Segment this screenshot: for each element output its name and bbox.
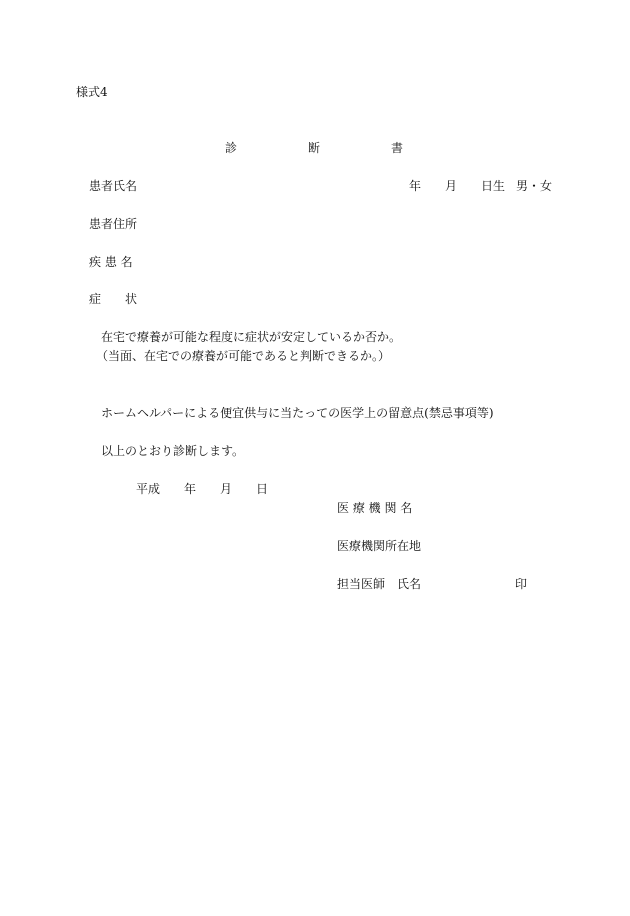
doctor-name-label: 担当医師 氏名 — [337, 577, 422, 591]
date-month: 月 — [220, 482, 233, 496]
title-char-2: 断 — [308, 141, 321, 155]
stability-question: 在宅で療養が可能な程度に症状が安定しているか否か。 — [101, 330, 402, 344]
institution-address-label: 医療機関所在地 — [337, 539, 422, 553]
disease-name-label: 疾 患 名 — [89, 255, 133, 269]
title-char-1: 診 — [225, 141, 238, 155]
medical-notes-label: ホームヘルパーによる便宜供与に当たっての医学上の留意点(禁忌事項等) — [101, 406, 494, 420]
symptoms-label: 症 状 — [89, 292, 138, 306]
birth-year-label: 年 — [409, 179, 422, 193]
patient-name-label: 患者氏名 — [89, 179, 138, 193]
birth-month-label: 月 — [445, 179, 458, 193]
diagnosis-statement: 以上のとおり診断します。 — [101, 444, 245, 458]
form-number: 様式4 — [76, 85, 108, 99]
date-era: 平成 — [136, 482, 161, 496]
stability-note: （当面、在宅での療養が可能であると判断できるか。） — [96, 349, 391, 363]
date-year: 年 — [184, 482, 197, 496]
title-char-3: 書 — [391, 141, 404, 155]
birth-day-label: 日生 — [481, 179, 506, 193]
institution-name-label: 医 療 機 関 名 — [337, 501, 413, 515]
patient-address-label: 患者住所 — [89, 217, 138, 231]
sex-label: 男・女 — [516, 179, 553, 193]
seal-label: 印 — [515, 577, 528, 591]
date-day: 日 — [256, 482, 269, 496]
